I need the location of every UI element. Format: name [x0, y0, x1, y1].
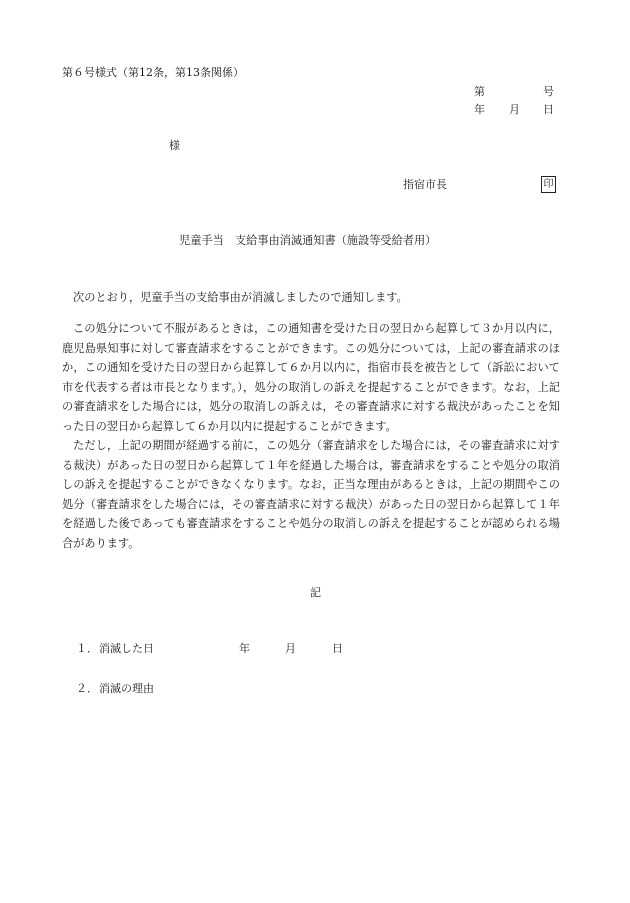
time-limit-paragraph: ただし，上記の期間が経過する前に，この処分（審査請求をした場合には，その審査請求に対する裁決）があった日の翌日から起算して１年を経過した場合は，審査請求をすることや処分の取消しの訴えを提起することができなくなります。なお，正当な理由があるときは，上記の期間やこの処分（審査請求をした場合には，その審査請求に対する裁決）があった日の翌日から起算して１年を経過した後であっても審査請求をすることや処分の取消しの訴えを提起することが認められる場合があります。: [62, 439, 560, 550]
appeal-paragraph: この処分について不服があるときは，この通知書を受けた日の翌日から起算して３か月以内に，鹿児島県知事に対して審査請求をすることができます。この処分については，上記の審査請求のほか，この通知を受けた日の翌日から起算して６か月以内に，指宿市長を被告として（訴訟において市を代表する者は市長となります。），処分の取消しの訴えを提起することができます。なお，上記の審査請求をした場合には，処分の取消しの訴えは，その審査請求に対する裁決があったことを知った日の翌日から起算して６か月以内に提起することができます。: [62, 322, 560, 433]
document-number-suffix: 号: [543, 85, 554, 98]
extinction-date-month: 月: [285, 642, 296, 655]
extinction-date-year: 年: [239, 642, 250, 655]
intro-sentence: 次のとおり，児童手当の支給事由が消滅しましたので通知します。: [73, 291, 408, 304]
document-title: 児童手当 支給事由消滅通知書（施設等受給者用）: [179, 234, 437, 247]
extinction-date-day: 日: [332, 642, 343, 655]
item-label: 消滅の理由: [99, 682, 154, 695]
issue-date-day: 日: [543, 103, 554, 116]
issue-date-year: 年: [474, 103, 485, 116]
addressee-honorific: 様: [169, 139, 180, 152]
item-number: １．: [76, 642, 98, 655]
seal-mark: 印: [541, 176, 556, 193]
document-number-prefix: 第: [474, 85, 485, 98]
form-identifier: 第６号様式（第12条，第13条関係）: [62, 66, 244, 79]
ki-marker: 記: [310, 586, 321, 599]
issuer-name: 指宿市長: [403, 178, 447, 191]
issue-date-month: 月: [509, 103, 520, 116]
item-label: 消滅した日: [99, 642, 154, 655]
item-number: ２．: [76, 682, 98, 695]
